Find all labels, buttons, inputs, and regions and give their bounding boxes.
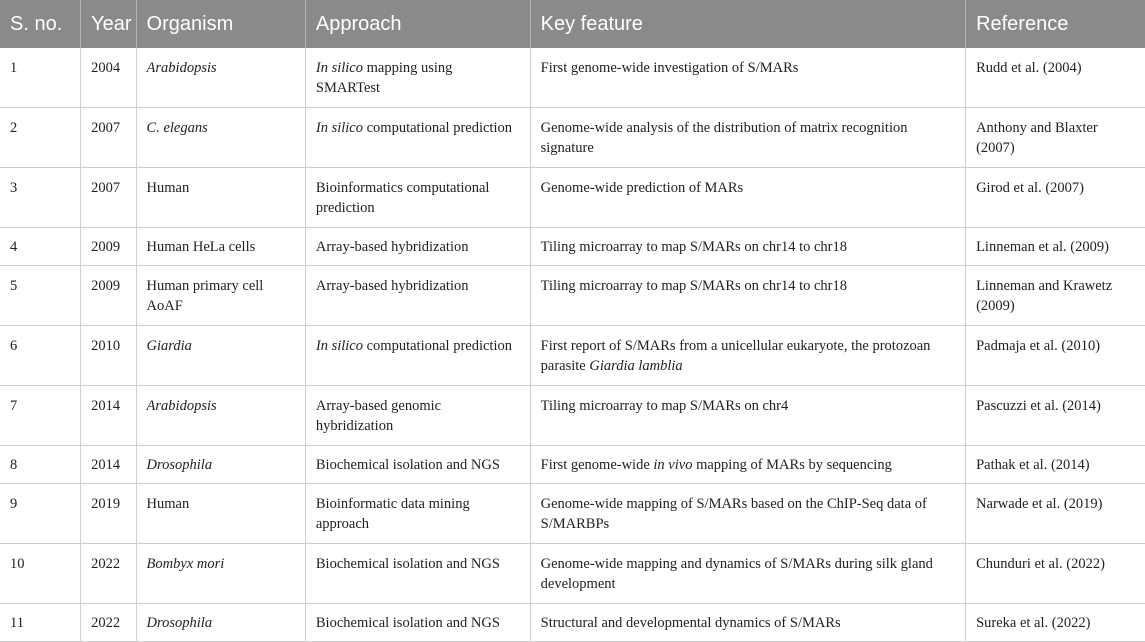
approach-text: mapping using SMARTest [315,60,453,96]
key-text: Genome-wide analysis of the distribution of matrix recognition signature [540,120,908,156]
header-organism: Organism [136,0,305,48]
organism-italic: C. elegans [146,120,208,136]
approach-text: computational prediction [363,120,512,136]
cell-year: 2014 [81,386,136,446]
table-row [0,48,1145,108]
header-reference: Reference [966,0,1145,48]
organism-italic: Drosophila [146,457,213,473]
cell-year: 2007 [81,168,136,228]
key-text: First genome-wide [540,457,654,473]
cell-organism [136,604,305,642]
cell-year: 2022 [81,604,136,642]
cell-sno: 4 [0,228,81,266]
cell-key-feature [530,604,965,642]
cell-sno: 6 [0,326,81,386]
approach-text: Biochemical isolation and NGS [315,457,500,473]
cell-organism [136,386,305,446]
cell-year: 2009 [81,266,136,326]
key-italic: Giardia lamblia [589,358,683,374]
organism-text: Human HeLa cells [146,239,256,255]
organism-italic: Arabidopsis [146,60,217,76]
cell-key-feature [530,386,965,446]
cell-sno: 7 [0,386,81,446]
cell-organism [136,108,305,168]
cell-reference: Rudd et al. (2004) [966,48,1145,108]
key-text: Genome-wide prediction of MARs [540,180,744,196]
cell-approach [305,108,530,168]
cell-sno: 9 [0,484,81,544]
table-row [0,326,1145,386]
table-row [0,484,1145,544]
cell-approach [305,48,530,108]
organism-text: Human [146,180,190,196]
cell-key-feature [530,326,965,386]
cell-organism [136,266,305,326]
organism-text: Human primary cell AoAF [146,278,264,314]
cell-sno: 11 [0,604,81,642]
organism-italic: Arabidopsis [146,398,217,414]
cell-reference: Chunduri et al. (2022) [966,544,1145,604]
table-row [0,604,1145,642]
approach-italic: In silico [315,60,363,76]
header-row [0,0,1145,48]
key-text: First report of S/MARs from a unicellular eukaryote, the protozoan parasite [540,338,931,374]
approach-text: Bioinformatics computational prediction [315,180,490,216]
cell-key-feature [530,266,965,326]
key-text: Structural and developmental dynamics of S/MARs [540,615,841,631]
cell-reference: Pascuzzi et al. (2014) [966,386,1145,446]
table-row [0,168,1145,228]
cell-organism [136,484,305,544]
key-italic: in vivo [653,457,693,473]
cell-reference: Girod et al. (2007) [966,168,1145,228]
cell-approach [305,266,530,326]
cell-key-feature [530,228,965,266]
approach-text: Array-based hybridization [315,278,469,294]
cell-organism [136,168,305,228]
cell-approach [305,228,530,266]
cell-organism [136,326,305,386]
cell-reference: Linneman et al. (2009) [966,228,1145,266]
cell-sno: 1 [0,48,81,108]
cell-year: 2007 [81,108,136,168]
table-header [0,0,1145,48]
approach-italic: In silico [315,338,363,354]
table-row [0,266,1145,326]
cell-year: 2010 [81,326,136,386]
header-sno: S. no. [0,0,81,48]
key-text-end: mapping of MARs by sequencing [692,457,892,473]
cell-approach [305,604,530,642]
table-row [0,108,1145,168]
approach-text: Array-based hybridization [315,239,469,255]
cell-year: 2022 [81,544,136,604]
table-row [0,228,1145,266]
cell-reference: Linneman and Krawetz (2009) [966,266,1145,326]
cell-organism [136,48,305,108]
organism-text: Human [146,496,190,512]
cell-reference: Padmaja et al. (2010) [966,326,1145,386]
cell-year: 2014 [81,446,136,484]
cell-key-feature [530,484,965,544]
organism-italic: Giardia [146,338,192,354]
cell-reference: Anthony and Blaxter (2007) [966,108,1145,168]
organism-italic: Bombyx mori [146,556,225,572]
cell-reference: Pathak et al. (2014) [966,446,1145,484]
table-body [0,48,1145,642]
table-row [0,544,1145,604]
approach-text: Array-based genomic hybridization [315,398,442,434]
key-text: Genome-wide mapping of S/MARs based on the ChIP-Seq data of S/MARBPs [540,496,927,532]
table-row [0,386,1145,446]
cell-approach [305,168,530,228]
cell-approach [305,544,530,604]
key-text: Genome-wide mapping and dynamics of S/MARs during silk gland development [540,556,933,592]
approach-text: Biochemical isolation and NGS [315,556,500,572]
cell-organism [136,544,305,604]
cell-approach [305,386,530,446]
cell-sno: 3 [0,168,81,228]
header-approach: Approach [305,0,530,48]
table-row [0,446,1145,484]
cell-year: 2009 [81,228,136,266]
cell-organism [136,446,305,484]
cell-sno: 10 [0,544,81,604]
cell-approach [305,446,530,484]
key-text: Tiling microarray to map S/MARs on chr14 to chr18 [540,239,847,255]
key-text: Tiling microarray to map S/MARs on chr4 [540,398,789,414]
key-text: Tiling microarray to map S/MARs on chr14 to chr18 [540,278,847,294]
cell-key-feature [530,168,965,228]
cell-key-feature [530,544,965,604]
cell-year: 2019 [81,484,136,544]
cell-reference: Sureka et al. (2022) [966,604,1145,642]
cell-key-feature [530,48,965,108]
organism-italic: Drosophila [146,615,213,631]
header-key-feature: Key feature [530,0,965,48]
key-text: First genome-wide investigation of S/MARs [540,60,799,76]
cell-year: 2004 [81,48,136,108]
header-year: Year [81,0,136,48]
approach-text: Biochemical isolation and NGS [315,615,500,631]
cell-reference: Narwade et al. (2019) [966,484,1145,544]
cell-organism [136,228,305,266]
approach-text: computational prediction [363,338,512,354]
cell-approach [305,326,530,386]
cell-sno: 5 [0,266,81,326]
approach-text: Bioinformatic data mining approach [315,496,470,532]
approach-italic: In silico [315,120,363,136]
cell-sno: 2 [0,108,81,168]
cell-sno: 8 [0,446,81,484]
cell-key-feature [530,108,965,168]
cell-approach [305,484,530,544]
cell-key-feature [530,446,965,484]
